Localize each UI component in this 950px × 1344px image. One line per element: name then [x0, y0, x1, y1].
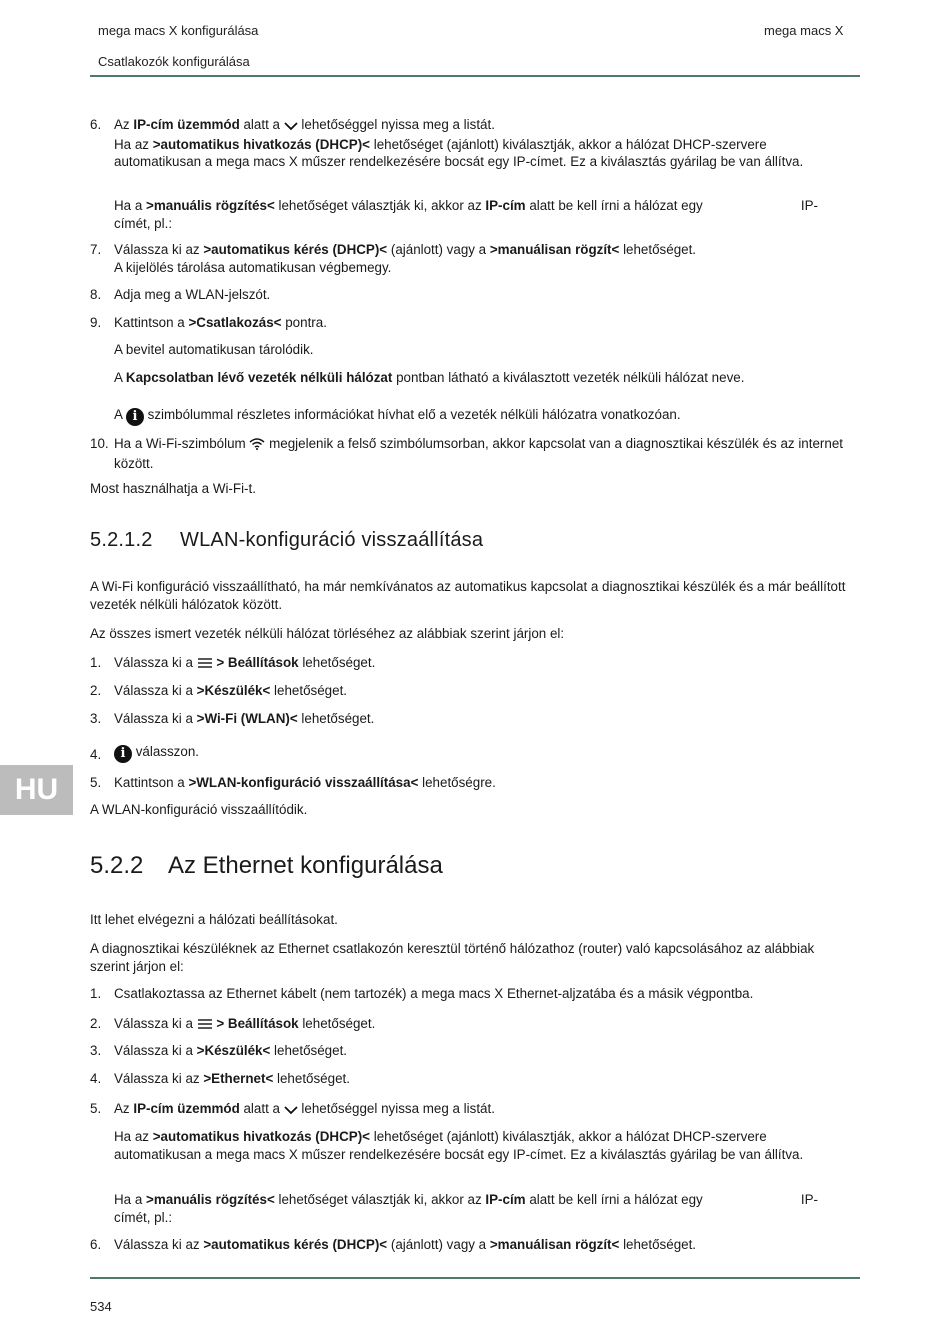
header-rule	[90, 75, 860, 77]
paragraph: Ha a >manuális rögzítés< lehetőséget választják ki, akkor az IP-cím alatt be kell írni a hálózat egy IP- címét, pl.:	[114, 1192, 818, 1225]
chevron-down-icon	[284, 1102, 298, 1120]
page-number: 534	[90, 1299, 112, 1314]
language-tab: HU	[0, 765, 73, 815]
paragraph: Itt lehet elvégezni a hálózati beállításokat.	[90, 912, 338, 927]
paragraph: Ha az >automatikus hivatkozás (DHCP)< lehetőséget (ajánlott) kiválasztják, akkor a hálózat DHCP-szervere automatikusan a mega macs X műszer rendelkezésére bocsát egy IP-címet. Ez a kiválasztás gyárilag be van állítva.	[114, 1129, 804, 1162]
paragraph: Ha a >manuális rögzítés< lehetőséget választják ki, akkor az IP-cím alatt be kell írni a hálózat egy IP- címét, pl.:	[114, 198, 818, 231]
info-icon: i	[114, 745, 132, 763]
section-heading: 5.2.2 Az Ethernet konfigurálása	[90, 852, 443, 879]
paragraph: A bevitel automatikusan tárolódik.	[114, 342, 314, 357]
list-text: Az IP-cím üzemmód alatt a lehetőséggel nyissa meg a listát. Ha az >automatikus hivatkozás (DHCP)< lehetőséget (ajánlott) kiválasztják, akkor a hálózat DHCP-szervere automatikusan a mega macs X műszer rendelkezésére bocsát egy IP-címet. Ez a kiválasztás gyárilag be van állítva.	[114, 117, 804, 169]
paragraph: A i szimbólummal részletes információkat hívhat elő a vezeték nélküli hálózatra vonatkozóan.	[114, 407, 681, 424]
header-subtitle: Csatlakozók konfigurálása	[98, 54, 250, 69]
list-item: 4. i válasszon.	[90, 744, 199, 762]
paragraph: A Kapcsolatban lévő vezeték nélküli hálózat pontban látható a kiválasztott vezeték nélküli hálózat neve.	[114, 370, 745, 385]
chevron-down-icon	[284, 118, 298, 136]
wifi-icon	[249, 437, 265, 455]
section-heading: 5.2.1.2 WLAN-konfiguráció visszaállítása	[90, 529, 484, 551]
paragraph: Az összes ismert vezeték nélküli hálózat törléséhez az alábbiak szerint járjon el:	[90, 626, 565, 641]
paragraph: Most használhatja a Wi-Fi-t.	[90, 481, 256, 496]
paragraph: A diagnosztikai készüléknek az Ethernet csatlakozón keresztül történő hálózathoz (router) való kapcsolásához az alábbiak szerint járjon el:	[90, 941, 815, 974]
paragraph: A WLAN-konfiguráció visszaállítódik.	[90, 802, 308, 817]
list-number: 6.	[90, 117, 102, 132]
menu-icon	[197, 1017, 213, 1035]
paragraph: A Wi-Fi konfiguráció visszaállítható, ha már nemkívánatos az automatikus kapcsolat a diagnosztikai készülék és a már beállított vezeték nélküli hálózatok között.	[90, 579, 846, 612]
footer-rule	[90, 1277, 860, 1279]
menu-icon	[197, 656, 213, 674]
info-icon: i	[126, 408, 144, 426]
header-right-title: mega macs X	[764, 23, 844, 38]
header-left-title: mega macs X konfigurálása	[98, 23, 259, 38]
